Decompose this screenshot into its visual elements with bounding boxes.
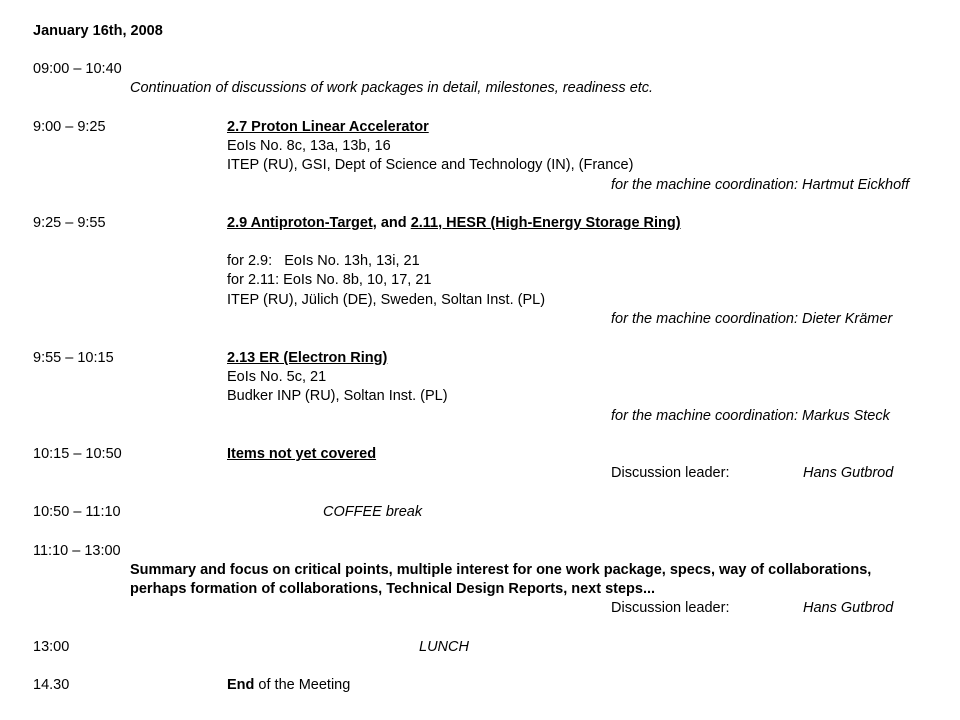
session-5-title: Items not yet covered xyxy=(227,446,377,462)
session-1-description: Continuation of discussions of work packages in detail, milestones, readiness etc. xyxy=(130,80,654,96)
agenda-date: January 16th, 2008 xyxy=(33,23,163,39)
session-3-coordination: for the machine coordination: Dieter Krämer xyxy=(611,311,893,327)
session-3-title-b: 2.11, HESR (High-Energy Storage Ring) xyxy=(410,215,681,231)
end-of-meeting xyxy=(227,676,350,694)
session-8-time: 13:00 xyxy=(33,639,70,655)
session-2-coordination: for the machine coordination: Hartmut Eickhoff xyxy=(611,177,910,193)
session-5-leader-label: Discussion leader: xyxy=(611,465,730,481)
session-2-eois: EoIs No. 8c, 13a, 13b, 16 xyxy=(227,138,391,154)
lunch-label: LUNCH xyxy=(419,639,469,655)
session-2-institutes: ITEP (RU), GSI, Dept of Science and Technology (IN), (France) xyxy=(227,157,634,173)
session-2-time: 9:00 – 9:25 xyxy=(33,119,106,135)
session-3-eois-b: for 2.11: EoIs No. 8b, 10, 17, 21 xyxy=(227,272,432,288)
session-4-eois: EoIs No. 5c, 21 xyxy=(227,369,327,385)
session-3-title-and: and xyxy=(376,215,411,231)
end-rest: of the Meeting xyxy=(254,677,351,693)
session-2-title: 2.7 Proton Linear Accelerator xyxy=(227,119,429,135)
session-1-time: 09:00 – 10:40 xyxy=(33,61,122,77)
session-4-institutes: Budker INP (RU), Soltan Inst. (PL) xyxy=(227,388,448,404)
session-4-coordination: for the machine coordination: Markus Steck xyxy=(611,408,890,424)
session-3-time: 9:25 – 9:55 xyxy=(33,215,106,231)
end-bold: End xyxy=(227,677,255,693)
session-3-title xyxy=(227,214,681,232)
session-4-title: 2.13 ER (Electron Ring) xyxy=(227,350,388,366)
session-5-leader-name: Hans Gutbrod xyxy=(803,465,894,481)
session-9-time: 14.30 xyxy=(33,677,70,693)
session-7-leader-label: Discussion leader: xyxy=(611,600,730,616)
session-3-eois-a: for 2.9: EoIs No. 13h, 13i, 21 xyxy=(227,253,420,269)
session-5-time: 10:15 – 10:50 xyxy=(33,446,122,462)
session-7-summary-line-2: perhaps formation of collaborations, Technical Design Reports, next steps... xyxy=(130,581,656,597)
session-3-institutes: ITEP (RU), Jülich (DE), Sweden, Soltan Inst. (PL) xyxy=(227,292,546,308)
session-4-time: 9:55 – 10:15 xyxy=(33,350,114,366)
session-3-title-a: 2.9 Antiproton-Target, xyxy=(227,215,377,231)
coffee-break-label: COFFEE break xyxy=(323,504,423,520)
session-7-time: 11:10 – 13:00 xyxy=(33,543,121,559)
session-7-summary-line-1: Summary and focus on critical points, multiple interest for one work package, specs, way of collaborations, xyxy=(130,562,872,578)
session-7-leader-name: Hans Gutbrod xyxy=(803,600,894,616)
session-6-time: 10:50 – 11:10 xyxy=(33,504,121,520)
